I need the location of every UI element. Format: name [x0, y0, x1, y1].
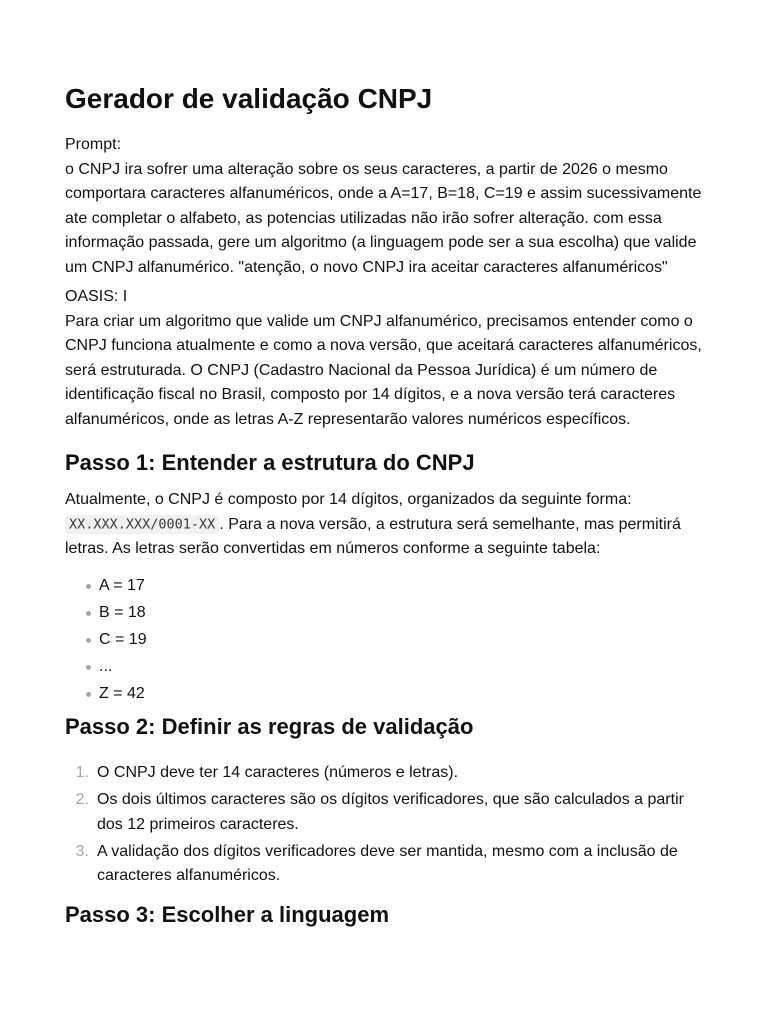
bullet-icon — [86, 611, 91, 616]
cnpj-format-inline-code: XX.XXX.XXX/0001-XX — [65, 515, 219, 534]
prompt-paragraph — [65, 133, 705, 280]
structure-text-before-code: Atualmente, o CNPJ é composto por 14 dígitos, organizados da seguinte forma: — [65, 491, 632, 508]
bullet-icon — [86, 692, 91, 697]
cnpj-structure-paragraph — [65, 488, 705, 562]
oasis-paragraph — [65, 285, 705, 432]
prompt-body-text: o CNPJ ira sofrer uma alteração sobre os seus caracteres, a partir de 2026 o mesmo comportara caracteres alfanuméricos, onde a A=17, B=18, C=19 e assim sucessivamente ate completar o alfabeto, as potencias utilizadas não irão sofrer alteração. com essa informação passada, gere um algoritmo (a linguagem pode ser a sua escolha) que valide um CNPJ alfanumérico. "atenção, o novo CNPJ ira aceitar caracteres alfanuméricos" — [65, 160, 702, 276]
letter-value-list — [65, 574, 705, 707]
oasis-body-text: Para criar um algoritmo que valide um CNPJ alfanumérico, precisamos entender como o CNPJ funciona atualmente e como a nova versão, que aceitará caracteres alfanuméricos, será estruturada. O CNPJ (Cadastro Nacional da Pessoa Jurídica) é um número de identificação fiscal no Brasil, composto por 14 dígitos, e a nova versão terá caracteres alfanuméricos, onde as letras A-Z representarão valores numéricos específicos. — [65, 312, 702, 428]
prompt-label: Prompt: — [65, 136, 122, 153]
page-title: Gerador de validação CNPJ — [65, 83, 433, 114]
bullet-icon — [86, 665, 91, 670]
letter-value-b: B = 18 — [99, 603, 146, 621]
letter-value-a: A = 17 — [99, 576, 145, 594]
list-item — [99, 574, 705, 599]
structure-text-after-code: . Para a nova versão, a estrutura será semelhante, mas permitirá letras. As letras serão convertidas em números conforme a seguinte tabela: — [65, 515, 681, 557]
letter-value-ellipsis: ... — [99, 657, 113, 675]
list-item — [99, 628, 705, 653]
step1-heading: Passo 1: Entender a estrutura do CNPJ — [65, 450, 475, 475]
bullet-icon — [86, 584, 91, 589]
oasis-label: OASIS: I — [65, 288, 128, 305]
document-page — [0, 82, 768, 1024]
document-content — [65, 82, 705, 929]
rule-item-1: O CNPJ deve ter 14 caracteres (números e letras). — [97, 764, 459, 781]
step2-heading: Passo 2: Definir as regras de validação — [65, 714, 474, 739]
step3-heading: Passo 3: Escolher a linguagem — [65, 901, 390, 927]
bullet-icon — [86, 638, 91, 643]
list-item — [99, 601, 705, 626]
validation-rule-list — [65, 761, 705, 889]
letter-value-z: Z = 42 — [99, 684, 145, 702]
list-item — [99, 655, 705, 680]
letter-value-c: C = 19 — [99, 630, 147, 648]
rule-item-3: A validação dos dígitos verificadores deve ser mantida, mesmo com a inclusão de caracteres alfanuméricos. — [97, 842, 678, 884]
rule-item-2: Os dois últimos caracteres são os dígitos verificadores, que são calculados a partir dos 12 primeiros caracteres. — [97, 791, 684, 833]
list-item — [99, 682, 705, 707]
